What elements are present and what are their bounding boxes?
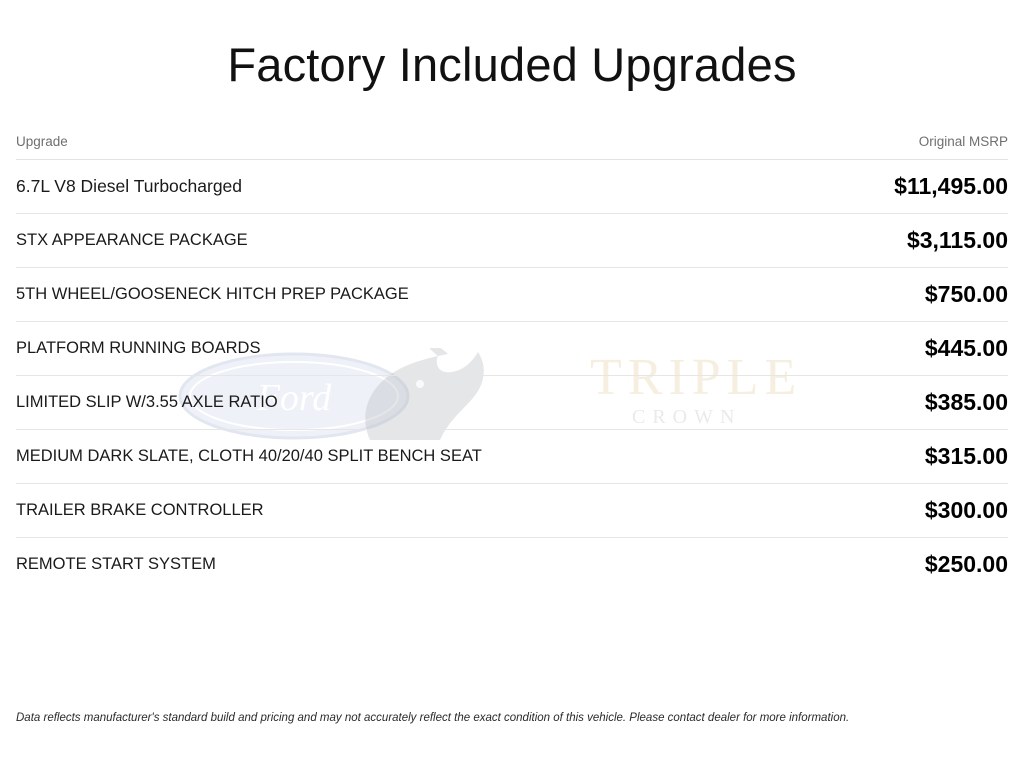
table-row: [16, 214, 1008, 268]
upgrade-name: MEDIUM DARK SLATE, CLOTH 40/20/40 SPLIT BENCH SEAT: [16, 430, 788, 484]
upgrade-price: $250.00: [924, 551, 1008, 578]
upgrade-name: STX APPEARANCE PACKAGE: [16, 214, 788, 268]
table-row: [16, 268, 1008, 322]
upgrade-name: REMOTE START SYSTEM: [16, 555, 216, 574]
column-header-msrp: Original MSRP: [788, 134, 1008, 160]
upgrade-name: 5TH WHEEL/GOOSENECK HITCH PREP PACKAGE: [16, 268, 788, 322]
disclaimer-text: Data reflects manufacturer's standard build and pricing and may not accurately reflect the exact condition of this vehicle. Please contact dealer for more information.: [16, 712, 850, 724]
triple-crown-wordmark: TRIPLE: [590, 349, 803, 406]
table-row: [16, 430, 1008, 484]
upgrade-price: $750.00: [788, 268, 1008, 322]
page-title: Factory Included Upgrades: [227, 38, 797, 91]
upgrade-price: $3,115.00: [788, 214, 1008, 268]
table-row: [16, 322, 1008, 376]
upgrade-price: $315.00: [788, 430, 1008, 484]
upgrades-table: [16, 134, 1008, 591]
upgrade-price: $11,495.00: [788, 160, 1008, 214]
table-header-row: [16, 134, 1008, 160]
table-header: [16, 134, 1008, 160]
column-header-upgrade: Upgrade: [16, 134, 788, 160]
upgrade-name: PLATFORM RUNNING BOARDS: [16, 322, 788, 376]
content-area: [16, 0, 1008, 591]
table-row: [16, 484, 1008, 538]
triple-crown-subtext: CROWN: [632, 406, 742, 428]
table-row: [16, 538, 1008, 592]
table-row: [16, 376, 1008, 430]
upgrade-price: $445.00: [788, 322, 1008, 376]
upgrade-name: TRAILER BRAKE CONTROLLER: [16, 484, 788, 538]
svg-text:Ford: Ford: [256, 377, 332, 419]
upgrade-price: $300.00: [788, 484, 1008, 538]
upgrade-name: LIMITED SLIP W/3.55 AXLE RATIO: [16, 376, 788, 430]
upgrade-name: 6.7L V8 Diesel Turbocharged: [16, 160, 788, 214]
table-row: [16, 160, 1008, 214]
table-body: [16, 160, 1008, 592]
upgrade-price: $385.00: [788, 376, 1008, 430]
